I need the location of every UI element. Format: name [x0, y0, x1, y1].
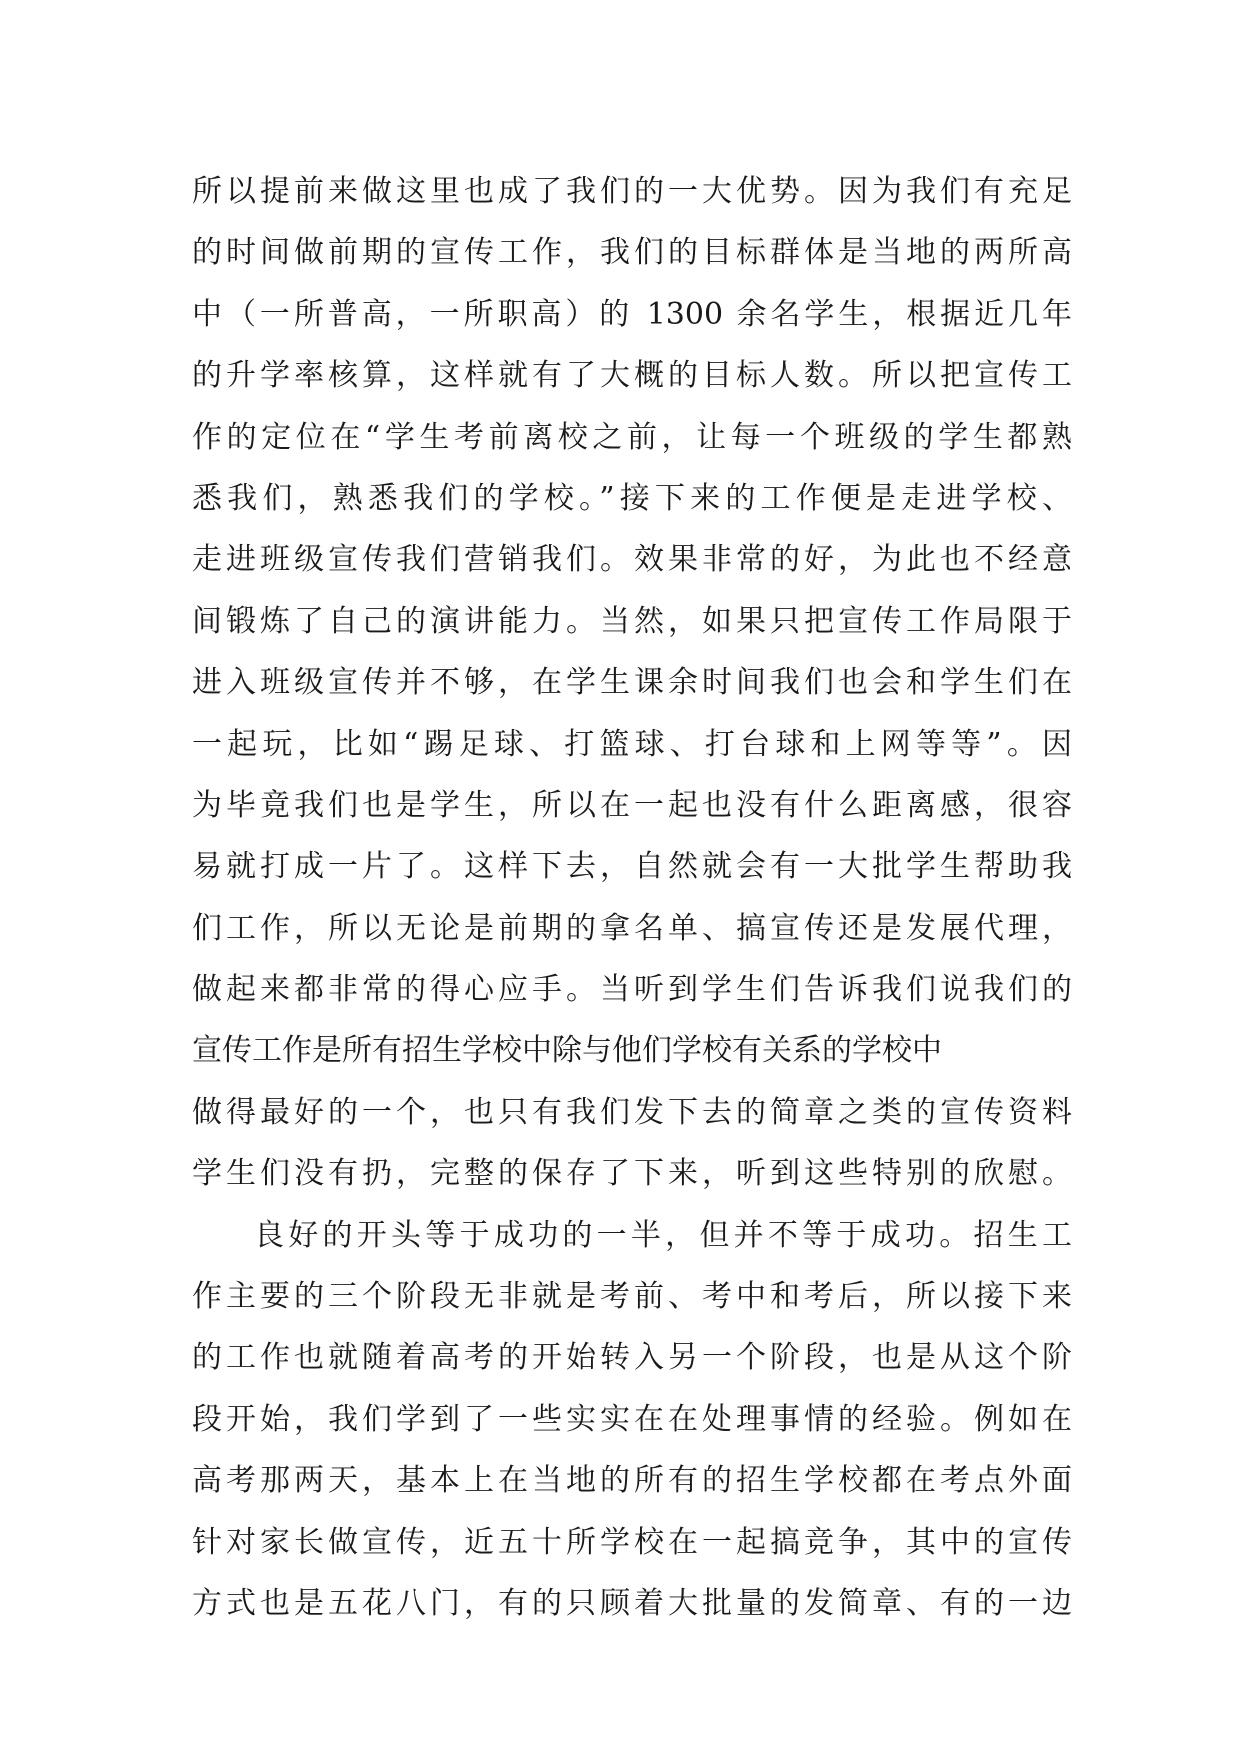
text-line: 作的定位在“学生考前离校之前，让每一个班级的学生都熟 — [192, 419, 1072, 455]
text-line: 宣传工作是所有招生学校中除与他们学校有关系的学校中 — [192, 1033, 942, 1069]
text-line: 走进班级宣传我们营销我们。效果非常的好，为此也不经意 — [192, 542, 1072, 578]
text-line: 针对家长做宣传，近五十所学校在一起搞竞争，其中的宣传 — [192, 1524, 1072, 1560]
text-line: 们工作，所以无论是前期的拿名单、搞宣传还是发展代理， — [192, 910, 1072, 946]
text-line: 方式也是五花八门，有的只顾着大批量的发简章、有的一边 — [192, 1585, 1072, 1621]
text-line: 进入班级宣传并不够，在学生课余时间我们也会和学生们在 — [192, 665, 1072, 701]
text-line-indented: 良好的开头等于成功的一半，但并不等于成功。招生工 — [254, 1217, 1072, 1253]
text-line: 一起玩，比如“踢足球、打篮球、打台球和上网等等”。因 — [192, 726, 1072, 762]
text-line: 的工作也就随着高考的开始转入另一个阶段，也是从这个阶 — [192, 1340, 1072, 1376]
text-line: 间锻炼了自己的演讲能力。当然，如果只把宣传工作局限于 — [192, 603, 1072, 639]
text-line: 为毕竟我们也是学生，所以在一起也没有什么距离感，很容 — [192, 787, 1072, 823]
text-line: 做起来都非常的得心应手。当听到学生们告诉我们说我们的 — [192, 972, 1072, 1008]
text-line: 的时间做前期的宣传工作，我们的目标群体是当地的两所高 — [192, 235, 1072, 271]
text-line: 作主要的三个阶段无非就是考前、考中和考后，所以接下来 — [192, 1279, 1072, 1315]
body-text — [192, 161, 1072, 1634]
text-line: 做得最好的一个，也只有我们发下去的简章之类的宣传资料 — [192, 1094, 1072, 1130]
text-line: 易就打成一片了。这样下去，自然就会有一大批学生帮助我 — [192, 849, 1072, 885]
text-line: 中（一所普高，一所职高）的 1300 余名学生，根据近几年 — [192, 296, 1072, 332]
text-line: 高考那两天，基本上在当地的所有的招生学校都在考点外面 — [192, 1463, 1072, 1499]
text-line: 段开始，我们学到了一些实实在在处理事情的经验。例如在 — [192, 1401, 1072, 1437]
text-line: 学生们没有扔，完整的保存了下来，听到这些特别的欣慰。 — [192, 1156, 1072, 1192]
text-line: 的升学率核算，这样就有了大概的目标人数。所以把宣传工 — [192, 358, 1072, 394]
text-line: 所以提前来做这里也成了我们的一大优势。因为我们有充足 — [192, 174, 1072, 209]
text-line: 悉我们，熟悉我们的学校。”接下来的工作便是走进学校、 — [192, 480, 1072, 516]
